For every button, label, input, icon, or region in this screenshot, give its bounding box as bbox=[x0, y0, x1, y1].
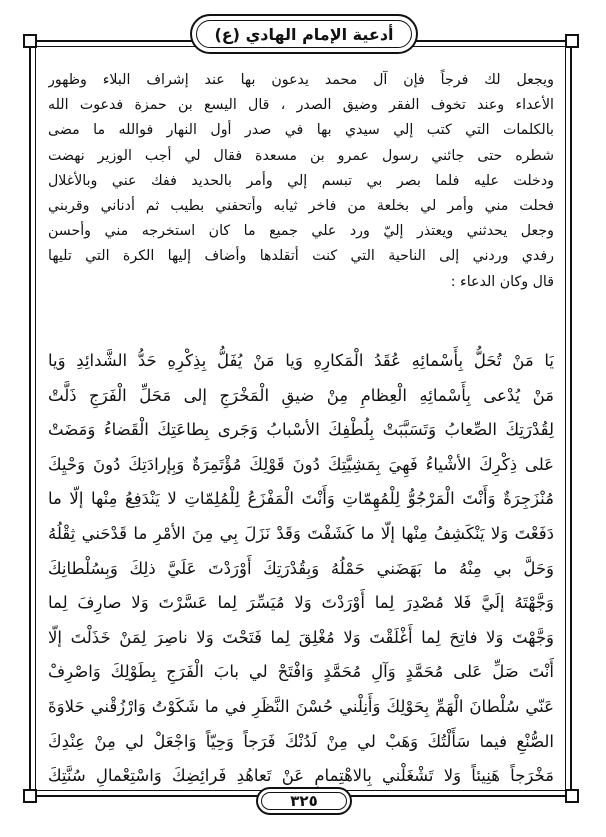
prayer-line: يَا مَنْ تُحَلُّ بِأَسْمائِهِ عُقَدُ الْمَكارِهِ وَيا مَنْ يُفَلُّ بِذِكْرِهِ حَدُّ الشَّدائِدِ وَيا bbox=[48, 351, 554, 370]
prayer-line: عَلى ذِكْرِكَ الأشْياءُ فَهِيَ بِمَشِيَّتِكَ دُونَ قَوْلِكَ مُؤْتَمِرَةٌ وَبِإرادَتِكَ دُونَ وَحْيِكَ bbox=[48, 454, 554, 474]
running-header bbox=[190, 14, 418, 54]
corner-ornament bbox=[23, 34, 37, 48]
corner-ornament bbox=[23, 789, 37, 803]
page-number-cartouche bbox=[256, 787, 352, 815]
text-line: وجعل يحدثني ويعتذر إليّ ورد علي جميع ما كان استخرجه مني وأحسن bbox=[48, 223, 554, 240]
text-line: فحلت مني وأمر لي بخلعة من فاخر ثيابه وأتحفني بطيب ثم أدناني وقربني bbox=[48, 198, 554, 215]
text-line: الأعداء وعند تخوف الفقر وضيق الصدر ، قال اليسع بن حمزة فدعوت الله bbox=[48, 97, 554, 114]
text-line: بالكلمات التي كتب إلي سيدي بها في صدر أول النهار فوالله ما مضى bbox=[48, 122, 554, 139]
corner-ornament bbox=[565, 789, 579, 803]
text-line: قال وكان الدعاء : bbox=[450, 273, 554, 290]
prayer-line: مَخْرَجاً هَنِيئاً وَلا تَشْغَلْني بِالاهْتِمامِ عَنْ تَعاهُدِ فَرائِضِكَ وَاسْتِعْمالِ سُنَّتِكَ bbox=[48, 766, 554, 786]
prayer-line: عَنّي سُلْطانَ الْهَمِّ بِحَوْلِكَ وَأَنِلْني حُسْنَ النَّظَرِ في ما شَكَوْتُ وَارْزُقْني حَلاوَةَ bbox=[48, 696, 554, 716]
text-line: ويجعل لك فرجاً فإن آل محمد يدعون بها عند إشراف البلاء وظهور bbox=[48, 72, 554, 88]
prayer-line: وَجَّهْتَ وَلا فاتِحَ لِما أَغْلَقْتَ وَلا مُغْلِقَ لِما فَتَحْتَ وَلا ناصِرَ لِمَنْ خَذَلْتَ إلّا bbox=[48, 627, 554, 647]
prayer-text bbox=[48, 344, 554, 794]
text-line: شطره حتى جائني رسول عمرو بن مسعدة فقال لي أجب الوزير نهضت bbox=[48, 147, 554, 164]
text-line: رفدي وردني إلى الناحية التي كنت أتقلدها وأضاف إليها الكرة التي تليها bbox=[48, 248, 554, 265]
prayer-line: أَنْتَ صَلِّ عَلى مُحَمَّدٍ وَآلِ مُحَمَّدٍ وَافْتَحْ لي بابَ الْفَرَجِ بِطَوْلِكَ وَاصْرِفْ bbox=[48, 662, 554, 682]
prayer-line: وَجَّهْتَهُ إلَيَّ فَلا مُصْدِرَ لِما أَوْرَدْتَ وَلا مُيَسِّرَ لِما عَسَّرْتَ وَلا صارِفَ لِما bbox=[48, 593, 554, 613]
corner-ornament bbox=[565, 34, 579, 48]
prayer-line: دَفَعْتَ وَلا يَنْكَشِفُ مِنْها إلّا ما كَشَفْتَ وَقَدْ نَزَلَ بِي مِنَ الأمْرِ ما قَدْحَني ثِقْلُهُ bbox=[48, 523, 554, 543]
prayer-line: وَحَلَّ بي مِنْهُ ما بَهَضَني حَمْلُهُ وَبِقُدْرَتِكَ أَوْرَدْتَ عَلَيَّ ذلِكَ وَبِسُلْطانِكَ bbox=[48, 558, 554, 578]
prayer-line: مُنْزَجِرَةٌ وَأَنْتَ الْمَرْجُوُّ لِلْمُهِمّاتِ وَأَنْتَ الْمَفْزَعُ لِلْمُلِمّاتِ لا يَنْدَفِعُ مِنْها إلّا ما bbox=[48, 489, 554, 509]
chapter-title: أدعية الإمام الهادي (ع) bbox=[214, 24, 394, 44]
page-number: ٣٢٥ bbox=[290, 792, 318, 810]
narrative-text bbox=[48, 68, 554, 295]
prayer-line: لِقُدْرَتِكَ الصِّعابُ وَتَسَبَّبَتْ بِلُطْفِكَ الأسْبابُ وَجَرى بِطاعَتِكَ الْقَضاءُ وَمَضَتْ bbox=[48, 420, 554, 440]
prayer-line: مَنْ يُدْعى بِأَسْمائِهِ الْعِظامِ مِنْ ضيقِ الْمَخْرَجِ إلى مَحَلِّ الْفَرَجِ ذَلَّتْ bbox=[48, 385, 554, 405]
prayer-line: الصُّنْعِ فيما سَأَلْتُكَ وَهَبْ لي مِنْ لَدُنْكَ فَرَجاً وَحِيّاً وَاجْعَلْ لي مِنْ عِنْدِكَ bbox=[48, 731, 554, 751]
text-line: ودخلت عليه فلما بصر بي تبسم إلي وأمر بالحديد ففك عني وبالأغلال bbox=[48, 172, 554, 189]
narrative-paragraph bbox=[48, 68, 554, 295]
